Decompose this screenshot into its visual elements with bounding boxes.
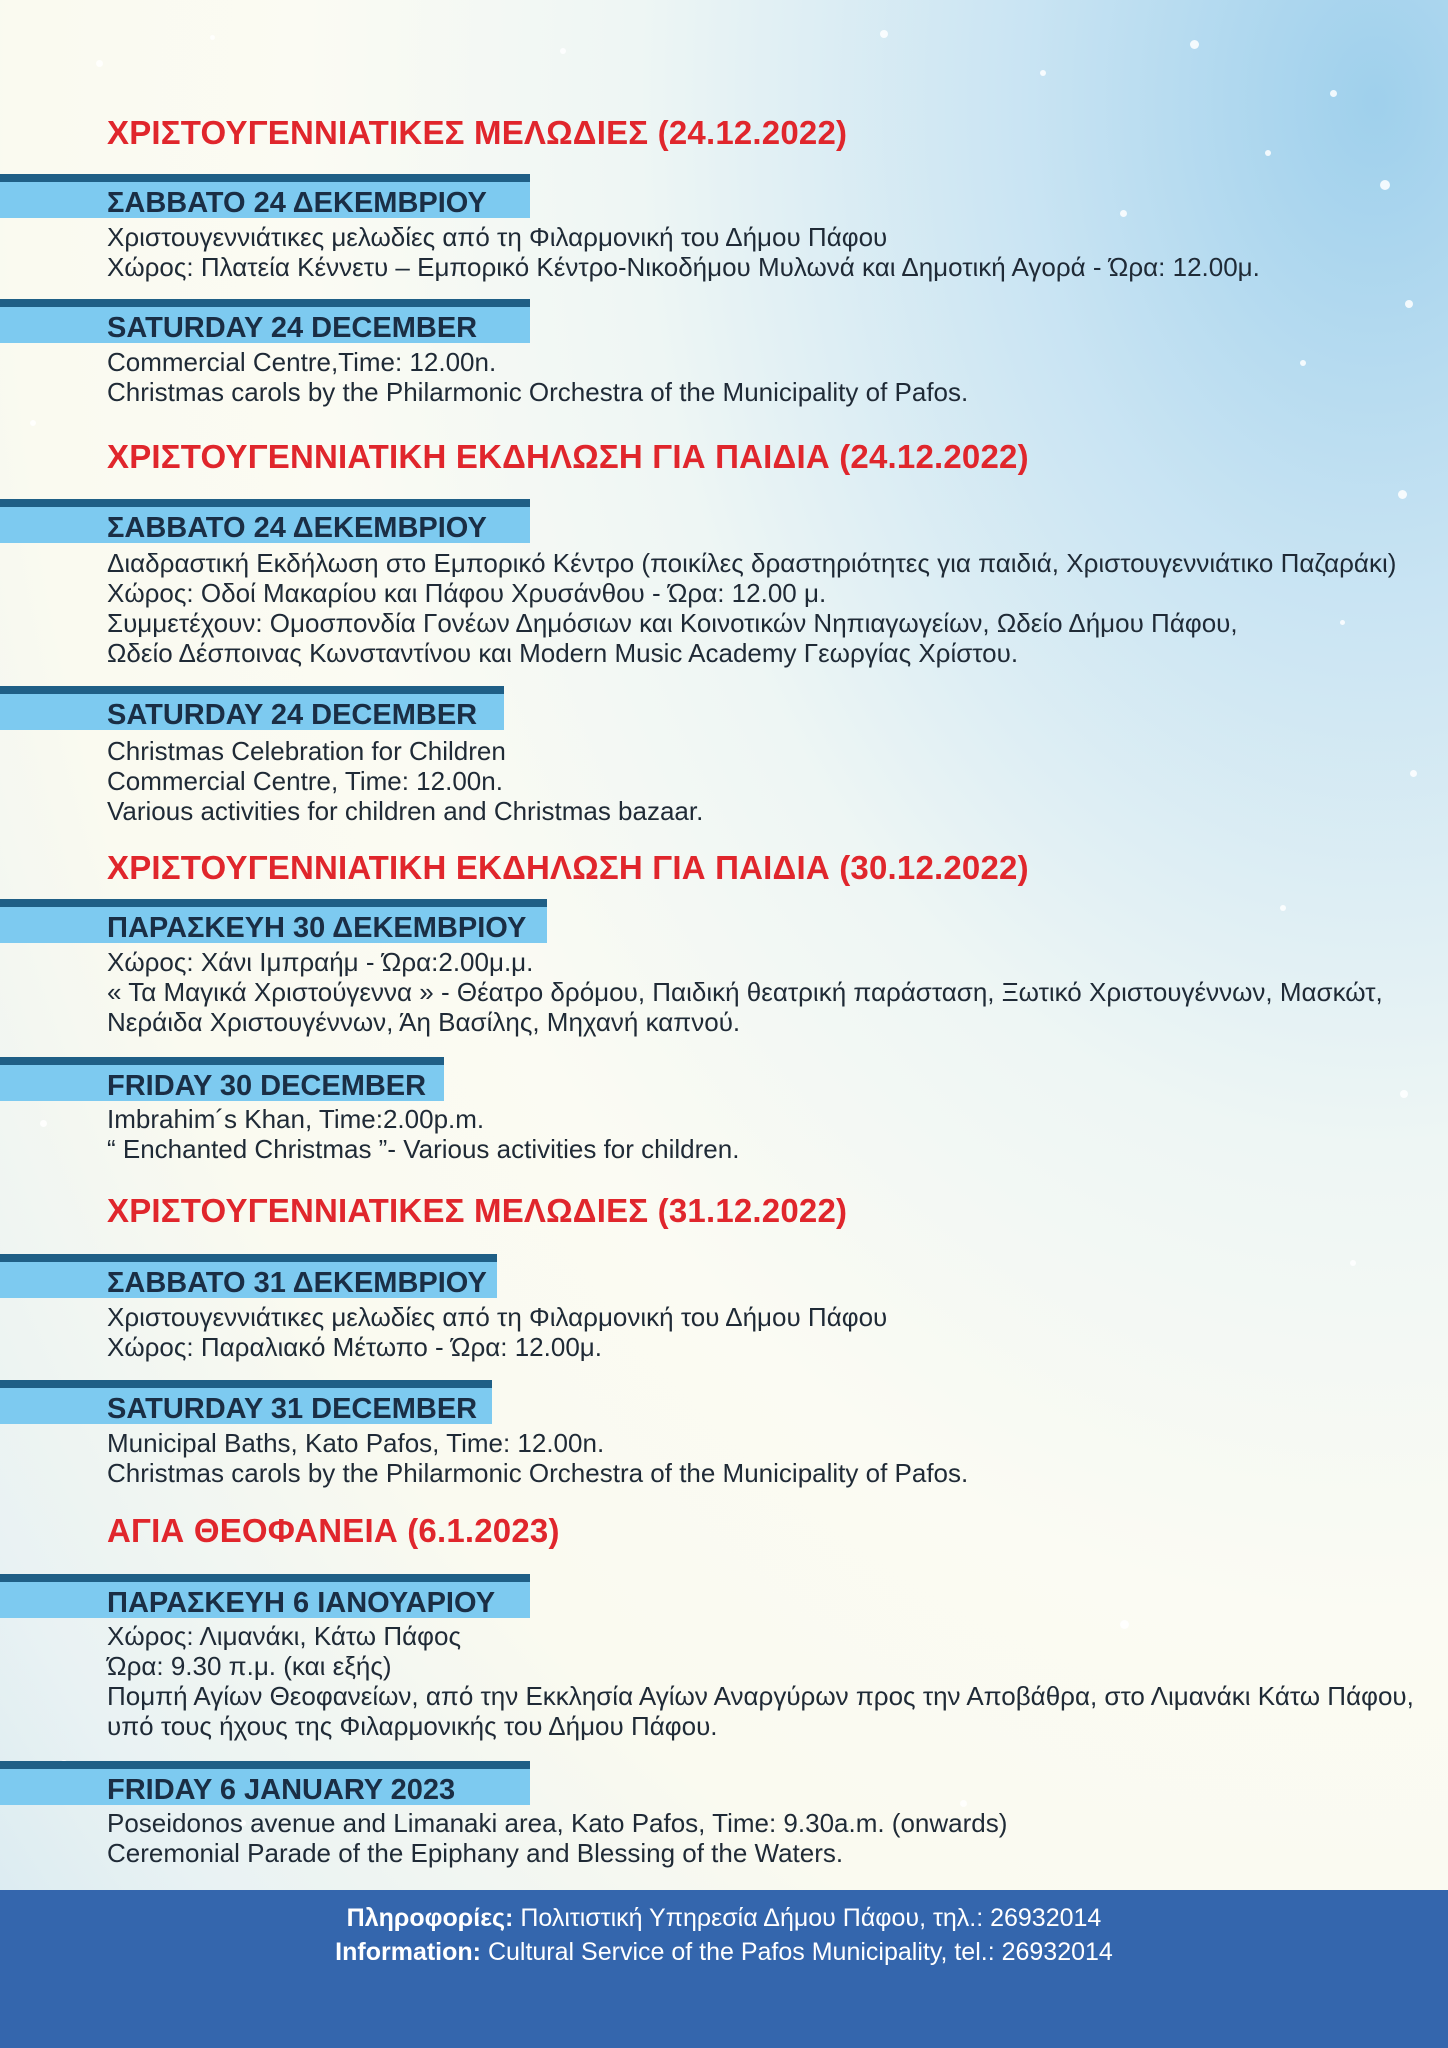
day-tag xyxy=(0,1380,492,1424)
detail-line: υπό τους ήχους της Φιλαρμονικής του Δήμου Πάφου. xyxy=(107,1711,718,1741)
day-tag xyxy=(0,174,530,218)
detail-line: Χριστουγεννιάτικες μελωδίες από τη Φιλαρμονική του Δήμου Πάφου xyxy=(107,1302,888,1332)
detail-line: Ώρα: 9.30 π.μ. (και εξής) xyxy=(107,1651,392,1681)
day-tag xyxy=(0,1574,530,1618)
entry-details xyxy=(107,947,1383,1037)
entry-details xyxy=(107,736,703,826)
day-tag xyxy=(0,686,504,730)
detail-line: « Τα Μαγικά Χριστούγεννα » - Θέατρο δρόμου, Παιδική θεατρική παράσταση, Ξωτικό Χριστουγέννων, Μασκώτ, xyxy=(107,977,1383,1007)
entry-details xyxy=(107,1428,968,1488)
detail-line: Christmas carols by the Philarmonic Orchestra of the Municipality of Pafos. xyxy=(107,377,969,407)
section-heading: ΧΡΙΣΤΟΥΓΕΝΝΙΑΤΙΚΗ ΕΚΔΗΛΩΣΗ ΓΙΑ ΠΑΙΔΙΑ (24.12.2022) xyxy=(107,438,1029,475)
day-label: ΠΑΡΑΣΚΕΥΗ 6 ΙΑΝΟΥΑΡΙΟΥ xyxy=(107,1587,496,1619)
day-label: ΣΑΒΒΑΤΟ 24 ΔΕΚΕΜΒΡΙΟΥ xyxy=(107,512,487,544)
detail-line: Νεράιδα Χριστουγέννων, Άη Βασίλης, Μηχανή καπνού. xyxy=(107,1007,741,1037)
entry-details xyxy=(107,1808,1007,1868)
detail-line: Christmas carols by the Philarmonic Orchestra of the Municipality of Pafos. xyxy=(107,1458,969,1488)
day-tag xyxy=(0,1761,530,1805)
entry-details xyxy=(107,347,968,407)
day-label: FRIDAY 6 JANUARY 2023 xyxy=(107,1774,456,1806)
day-label: SATURDAY 24 DECEMBER xyxy=(107,699,478,731)
day-label: SATURDAY 24 DECEMBER xyxy=(107,312,478,344)
day-label: FRIDAY 30 DECEMBER xyxy=(107,1070,427,1102)
detail-line: Χώρος: Οδοί Μακαρίου και Πάφου Χρυσάνθου - Ώρα: 12.00 μ. xyxy=(107,578,827,608)
day-label: ΣΑΒΒΑΤΟ 31 ΔΕΚΕΜΒΡΙΟΥ xyxy=(107,1267,487,1299)
entry-details xyxy=(107,548,1396,668)
day-label: SATURDAY 31 DECEMBER xyxy=(107,1393,478,1425)
detail-line: Χώρος: Χάνι Ιμπραήμ - Ώρα:2.00μ.μ. xyxy=(107,947,534,977)
footer-greek-label: Πληροφορίες: xyxy=(346,1904,514,1932)
detail-line: Christmas Celebration for Children xyxy=(107,736,506,766)
day-tag xyxy=(0,1254,497,1298)
entry-details xyxy=(107,1104,739,1164)
detail-line: Ceremonial Parade of the Epiphany and Blessing of the Waters. xyxy=(107,1838,844,1868)
entry-details xyxy=(107,222,1260,282)
detail-line: Χριστουγεννιάτικες μελωδίες από τη Φιλαρμονική του Δήμου Πάφου xyxy=(107,222,888,252)
detail-line: Commercial Centre, Time: 12.00n. xyxy=(107,766,503,796)
footer-english-label: Information: xyxy=(335,1938,481,1966)
footer-english-text: Cultural Service of the Pafos Municipality, tel.: 26932014 xyxy=(481,1938,1113,1966)
section-heading: ΧΡΙΣΤΟΥΓΕΝΝΙΑΤΙΚΕΣ ΜΕΛΩΔΙΕΣ (24.12.2022) xyxy=(107,114,848,151)
detail-line: Διαδραστική Εκδήλωση στο Εμπορικό Κέντρο (ποικίλες δραστηριότητες για παιδιά, Χριστουγεννιάτικο Παζαράκι) xyxy=(107,548,1397,578)
detail-line: Various activities for children and Christmas bazaar. xyxy=(107,796,704,826)
section-heading: ΧΡΙΣΤΟΥΓΕΝΝΙΑΤΙΚΗ ΕΚΔΗΛΩΣΗ ΓΙΑ ΠΑΙΔΙΑ (30.12.2022) xyxy=(107,849,1029,886)
footer-greek-line xyxy=(0,1904,1448,1933)
day-tag xyxy=(0,299,530,343)
detail-line: Commercial Centre,Time: 12.00n. xyxy=(107,347,497,377)
detail-line: Poseidonos avenue and Limanaki area, Kato Pafos, Time: 9.30a.m. (onwards) xyxy=(107,1808,1008,1838)
footer-greek-text: Πολιτιστική Υπηρεσία Δήμου Πάφου, τηλ.: 26932014 xyxy=(513,1904,1102,1932)
day-tag xyxy=(0,1057,444,1101)
detail-line: Πομπή Αγίων Θεοφανείων, από την Εκκλησία Αγίων Αναργύρων προς την Αποβάθρα, στο Λιμανάκι Κάτω Πάφου, xyxy=(107,1681,1414,1711)
day-tag xyxy=(0,499,530,543)
day-label: ΠΑΡΑΣΚΕΥΗ 30 ΔΕΚΕΜΒΡΙΟΥ xyxy=(107,912,527,944)
detail-line: “ Enchanted Christmas ”- Various activities for children. xyxy=(107,1134,740,1164)
detail-line: Συμμετέχουν: Ομοσπονδία Γονέων Δημόσιων και Κοινοτικών Νηπιαγωγείων, Ωδείο Δήμου Πάφου, xyxy=(107,608,1238,638)
detail-line: Χώρος: Παραλιακό Μέτωπο - Ώρα: 12.00μ. xyxy=(107,1332,602,1362)
day-label: ΣΑΒΒΑΤΟ 24 ΔΕΚΕΜΒΡΙΟΥ xyxy=(107,187,487,219)
day-tag xyxy=(0,899,547,943)
info-footer xyxy=(0,1890,1448,2048)
detail-line: Ωδείο Δέσποινας Κωνσταντίνου και Modern Music Academy Γεωργίας Χρίστου. xyxy=(107,638,1019,668)
entry-details xyxy=(107,1302,887,1362)
section-heading: ΑΓΙΑ ΘΕΟΦΑΝΕΙΑ (6.1.2023) xyxy=(107,1512,560,1549)
entry-details xyxy=(107,1621,1414,1741)
detail-line: Χώρος: Λιμανάκι, Κάτω Πάφος xyxy=(107,1621,461,1651)
detail-line: Χώρος: Πλατεία Κέννετυ – Εμπορικό Κέντρο-Νικοδήμου Μυλωνά και Δημοτική Αγορά - Ώρα: 12.00μ. xyxy=(107,252,1260,282)
footer-english-line xyxy=(0,1938,1448,1967)
detail-line: Imbrahim´s Khan, Time:2.00p.m. xyxy=(107,1104,485,1134)
section-heading: ΧΡΙΣΤΟΥΓΕΝΝΙΑΤΙΚΕΣ ΜΕΛΩΔΙΕΣ (31.12.2022) xyxy=(107,1192,848,1229)
detail-line: Municipal Baths, Kato Pafos, Time: 12.00n. xyxy=(107,1428,605,1458)
